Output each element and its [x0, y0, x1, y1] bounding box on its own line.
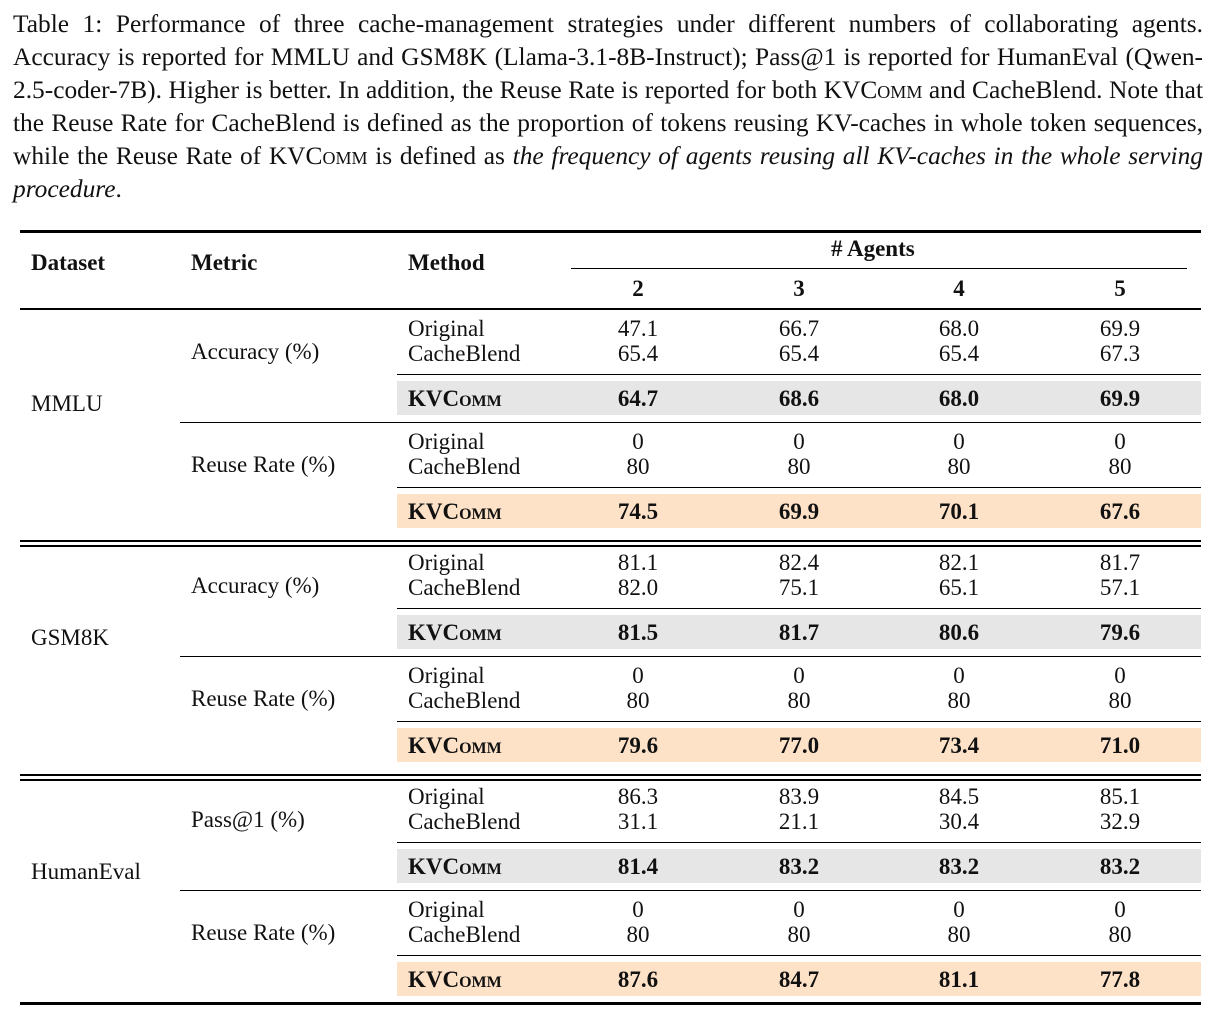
method-cacheblend: CacheBlend	[408, 688, 521, 713]
cell-kvcomm: 81.5	[617, 620, 659, 645]
kvcomm-divider	[397, 487, 1201, 488]
cell-original: 68.0	[938, 316, 980, 341]
dataset-separator-bottom	[20, 779, 1201, 781]
header-agents-3: 3	[793, 276, 805, 301]
cell-cacheblend: 80	[787, 688, 811, 713]
dataset-name: MMLU	[31, 391, 103, 416]
block-divider	[180, 890, 1201, 891]
cell-cacheblend: 65.4	[778, 341, 820, 366]
cell-cacheblend: 80	[1108, 922, 1132, 947]
method-kvcomm: KVComm	[408, 620, 502, 645]
cell-original: 0	[1114, 429, 1126, 454]
cell-kvcomm: 64.7	[617, 386, 659, 411]
cell-cacheblend: 32.9	[1099, 809, 1141, 834]
header-agents-2: 2	[632, 276, 644, 301]
cell-original: 0	[953, 429, 965, 454]
cell-kvcomm: 81.7	[778, 620, 820, 645]
cell-kvcomm: 83.2	[938, 854, 980, 879]
cell-cacheblend: 80	[626, 922, 650, 947]
cell-cacheblend: 65.4	[938, 341, 980, 366]
method-cacheblend: CacheBlend	[408, 809, 521, 834]
method-original: Original	[408, 784, 485, 809]
cell-cacheblend: 80	[787, 454, 811, 479]
cell-kvcomm: 83.2	[1099, 854, 1141, 879]
metric-label: Reuse Rate (%)	[191, 452, 336, 477]
dataset-separator-top	[20, 774, 1201, 776]
method-cacheblend: CacheBlend	[408, 454, 521, 479]
cell-cacheblend: 80	[947, 922, 971, 947]
header-agents-5: 5	[1114, 276, 1126, 301]
cell-original: 85.1	[1099, 784, 1141, 809]
caption-text-end: .	[115, 175, 122, 203]
cell-kvcomm: 69.9	[778, 499, 820, 524]
cell-kvcomm: 83.2	[778, 854, 820, 879]
metric-label: Accuracy (%)	[191, 573, 320, 598]
cell-kvcomm: 73.4	[938, 733, 980, 758]
cell-cacheblend: 80	[947, 688, 971, 713]
method-cacheblend: CacheBlend	[408, 922, 521, 947]
cell-cacheblend: 65.1	[938, 575, 980, 600]
cell-kvcomm: 81.1	[938, 967, 980, 992]
header-method: Method	[408, 250, 485, 275]
cell-cacheblend: 80	[947, 454, 971, 479]
cell-kvcomm: 68.0	[938, 386, 980, 411]
cell-cacheblend: 30.4	[938, 809, 980, 834]
method-cacheblend: CacheBlend	[408, 575, 521, 600]
cell-kvcomm: 84.7	[778, 967, 820, 992]
cell-original: 0	[793, 663, 805, 688]
block-divider	[180, 656, 1201, 657]
cell-original: 0	[1114, 663, 1126, 688]
cell-original: 81.1	[617, 550, 659, 575]
cell-original: 84.5	[938, 784, 980, 809]
cell-cacheblend: 31.1	[617, 809, 659, 834]
kvcomm-divider	[397, 608, 1201, 609]
block-divider	[180, 422, 1201, 423]
cell-original: 0	[953, 897, 965, 922]
cell-kvcomm: 79.6	[617, 733, 659, 758]
caption-text-1: Performance of three cache-management strategies under different numbers of collaborating agents. Accuracy is reported for MMLU and GSM8K (Llama-3.1-8B-Instruct); Pass@1 is reported for HumanEval (Qwen-2.5-coder-7B). Higher is better. In addition, the Reuse Rate is reported for both	[13, 10, 1203, 104]
cell-original: 0	[793, 429, 805, 454]
cell-cacheblend: 80	[1108, 454, 1132, 479]
cell-kvcomm: 71.0	[1099, 733, 1141, 758]
method-kvcomm: KVComm	[408, 499, 502, 524]
method-kvcomm: KVComm	[408, 733, 502, 758]
method-cacheblend: CacheBlend	[408, 341, 521, 366]
header-agents: # Agents	[831, 236, 915, 261]
caption-label: Table 1:	[13, 10, 103, 38]
agents-underline	[571, 268, 1187, 269]
method-original: Original	[408, 429, 485, 454]
cell-cacheblend: 82.0	[617, 575, 659, 600]
kvcomm-divider	[397, 955, 1201, 956]
cell-cacheblend: 65.4	[617, 341, 659, 366]
caption-kvcomm-1: KVComm	[823, 76, 923, 104]
caption-text-2: and CacheBlend. Note that the Reuse Rate for CacheBlend is defined as the proportion of tokens reusing KV-caches in whole token sequences, while the Reuse Rate of	[13, 76, 1203, 170]
cell-kvcomm: 70.1	[938, 499, 980, 524]
cell-kvcomm: 77.8	[1099, 967, 1141, 992]
kvcomm-divider	[397, 842, 1201, 843]
cell-original: 86.3	[617, 784, 659, 809]
kvcomm-divider	[397, 374, 1201, 375]
caption-italic: the frequency of agents reusing all KV-caches in the whole serving procedure	[13, 142, 1203, 203]
cell-kvcomm: 79.6	[1099, 620, 1141, 645]
cell-cacheblend: 75.1	[778, 575, 820, 600]
cell-original: 0	[953, 663, 965, 688]
cell-original: 83.9	[778, 784, 820, 809]
caption-text-3: is defined as	[367, 142, 513, 170]
method-original: Original	[408, 550, 485, 575]
cell-cacheblend: 80	[1108, 688, 1132, 713]
cell-original: 82.4	[778, 550, 820, 575]
dataset-separator-top	[20, 540, 1201, 542]
caption-kvcomm-2: KVComm	[268, 142, 368, 170]
bottom-rule	[20, 1002, 1201, 1005]
cell-original: 0	[793, 897, 805, 922]
metric-label: Accuracy (%)	[191, 339, 320, 364]
cell-kvcomm: 87.6	[617, 967, 659, 992]
cell-kvcomm: 68.6	[778, 386, 820, 411]
metric-label: Reuse Rate (%)	[191, 920, 336, 945]
cell-cacheblend: 67.3	[1099, 341, 1141, 366]
cell-original: 69.9	[1099, 316, 1141, 341]
method-original: Original	[408, 663, 485, 688]
top-rule	[20, 230, 1201, 233]
cell-original: 0	[632, 897, 644, 922]
cell-original: 0	[632, 663, 644, 688]
cell-kvcomm: 74.5	[617, 499, 659, 524]
header-metric: Metric	[191, 250, 258, 275]
header-dataset: Dataset	[31, 250, 106, 275]
cell-kvcomm: 67.6	[1099, 499, 1141, 524]
method-original: Original	[408, 316, 485, 341]
header-agents-4: 4	[953, 276, 965, 301]
metric-label: Pass@1 (%)	[191, 807, 305, 832]
results-table	[20, 230, 1201, 1016]
cell-original: 0	[1114, 897, 1126, 922]
cell-original: 47.1	[617, 316, 659, 341]
dataset-separator-bottom	[20, 545, 1201, 547]
cell-cacheblend: 80	[626, 454, 650, 479]
cell-original: 66.7	[778, 316, 820, 341]
cell-original: 81.7	[1099, 550, 1141, 575]
method-original: Original	[408, 897, 485, 922]
method-kvcomm: KVComm	[408, 854, 502, 879]
cell-cacheblend: 80	[787, 922, 811, 947]
cell-cacheblend: 80	[626, 688, 650, 713]
table-caption	[13, 8, 1203, 206]
cell-cacheblend: 57.1	[1099, 575, 1141, 600]
dataset-name: HumanEval	[31, 859, 141, 884]
cell-kvcomm: 80.6	[938, 620, 980, 645]
method-kvcomm: KVComm	[408, 967, 502, 992]
cell-original: 0	[632, 429, 644, 454]
cell-original: 82.1	[938, 550, 980, 575]
cell-cacheblend: 21.1	[778, 809, 820, 834]
cell-kvcomm: 81.4	[617, 854, 659, 879]
cell-kvcomm: 77.0	[778, 733, 820, 758]
kvcomm-divider	[397, 721, 1201, 722]
cell-kvcomm: 69.9	[1099, 386, 1141, 411]
header-rule	[20, 308, 1201, 310]
dataset-name: GSM8K	[31, 625, 109, 650]
metric-label: Reuse Rate (%)	[191, 686, 336, 711]
method-kvcomm: KVComm	[408, 386, 502, 411]
